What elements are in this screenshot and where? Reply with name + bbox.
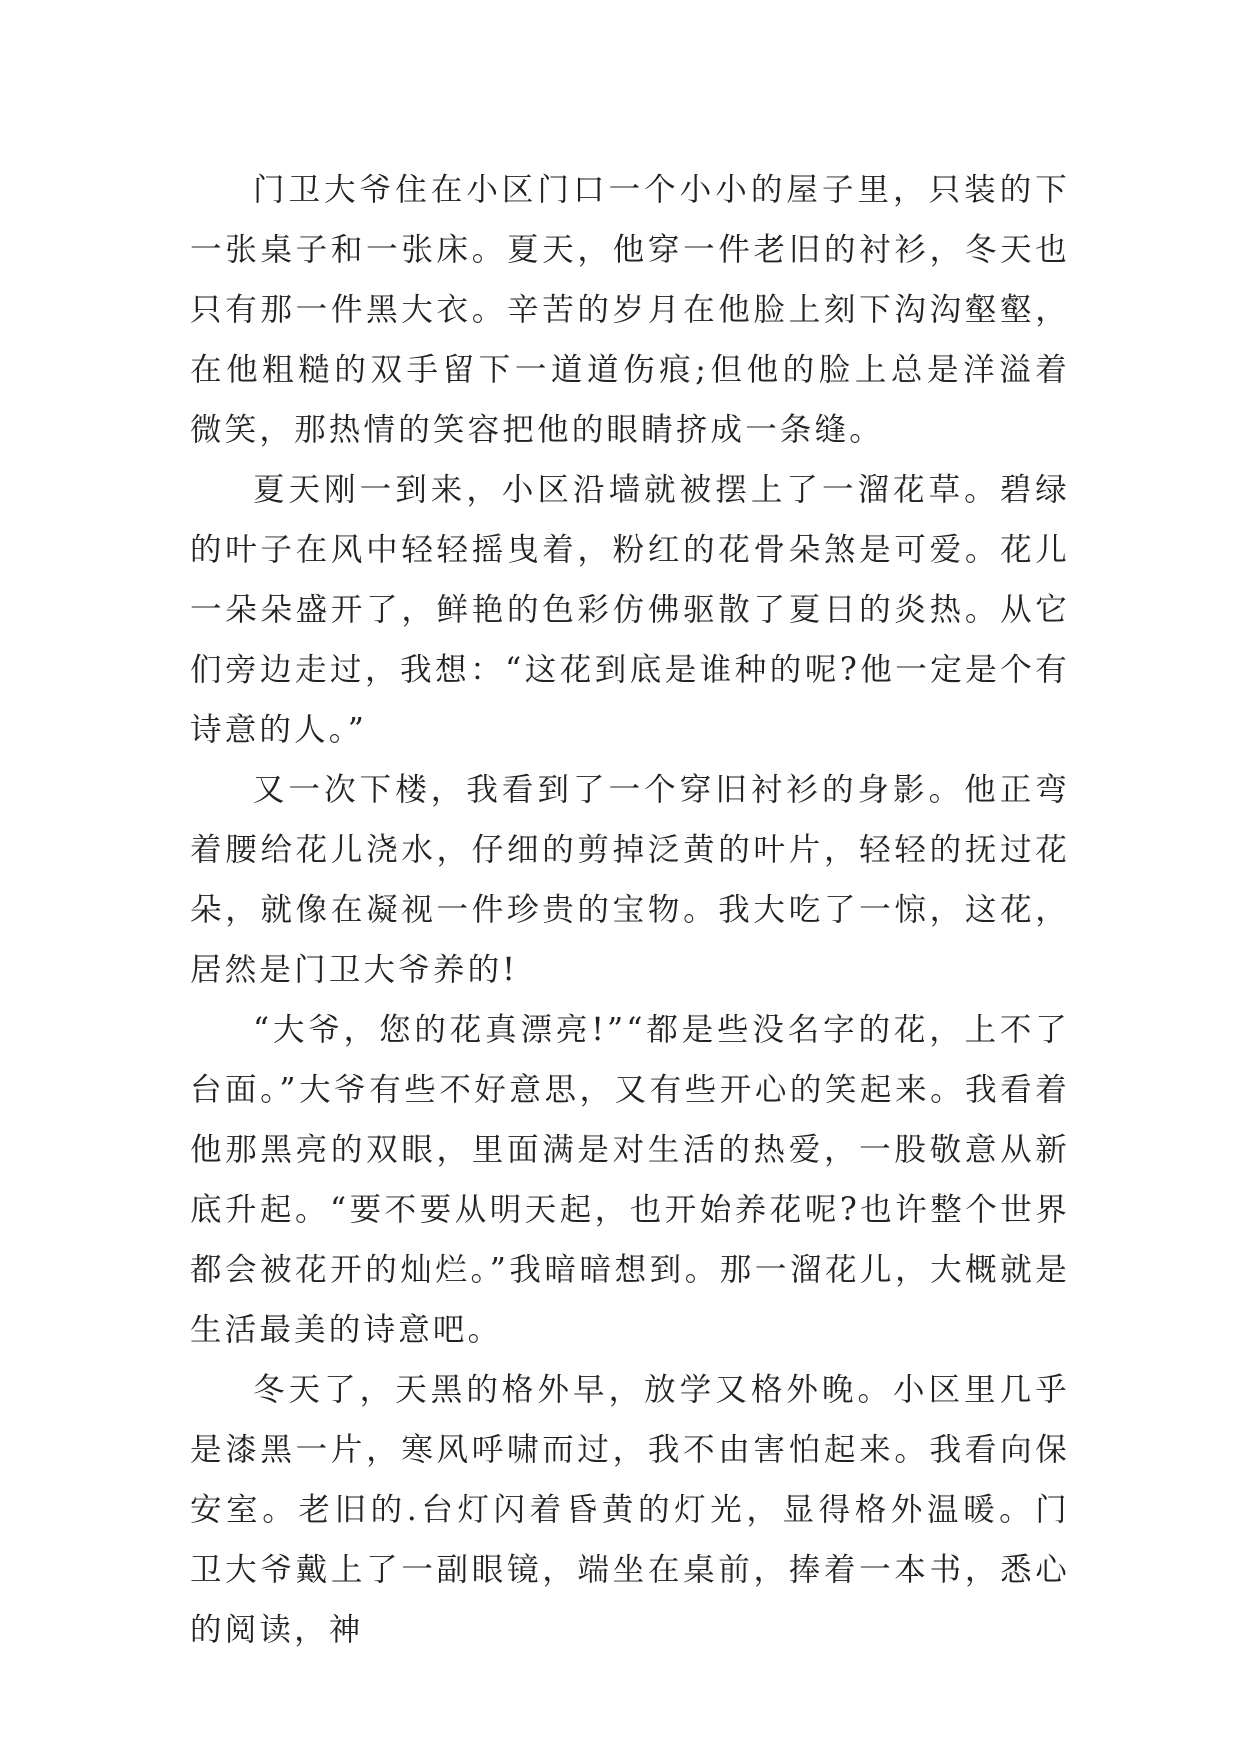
paragraph-4: “大爷，您的花真漂亮!”“都是些没名字的花，上不了台面。”大爷有些不好意思，又有些开心的笑起来。我看着他那黑亮的双眼，里面满是对生活的热爱，一股敬意从新底升起。“要不要从明天起，也开始养花呢?也许整个世界都会被花开的灿烂。”我暗暗想到。那一溜花儿，大概就是生活最美的诗意吧。 [190,1012,1070,1348]
essay-body [190,160,1070,1660]
paragraph-5: 冬天了，天黑的格外早，放学又格外晚。小区里几乎是漆黑一片，寒风呼啸而过，我不由害怕起来。我看向保安室。老旧的.台灯闪着昏黄的灯光，显得格外温暖。门卫大爷戴上了一副眼镜，端坐在桌前，捧着一本书，悉心的阅读，神 [190,1372,1070,1648]
paragraph-2: 夏天刚一到来，小区沿墙就被摆上了一溜花草。碧绿的叶子在风中轻轻摇曳着，粉红的花骨朵煞是可爱。花儿一朵朵盛开了，鲜艳的色彩仿佛驱散了夏日的炎热。从它们旁边走过，我想：“这花到底是谁种的呢?他一定是个有诗意的人。” [190,472,1070,748]
paragraph-1: 门卫大爷住在小区门口一个小小的屋子里，只装的下一张桌子和一张床。夏天，他穿一件老旧的衬衫，冬天也只有那一件黑大衣。辛苦的岁月在他脸上刻下沟沟壑壑，在他粗糙的双手留下一道道伤痕;但他的脸上总是洋溢着微笑，那热情的笑容把他的眼睛挤成一条缝。 [190,172,1070,448]
paragraph-3: 又一次下楼，我看到了一个穿旧衬衫的身影。他正弯着腰给花儿浇水，仔细的剪掉泛黄的叶片，轻轻的抚过花朵，就像在凝视一件珍贵的宝物。我大吃了一惊，这花，居然是门卫大爷养的! [190,772,1070,988]
